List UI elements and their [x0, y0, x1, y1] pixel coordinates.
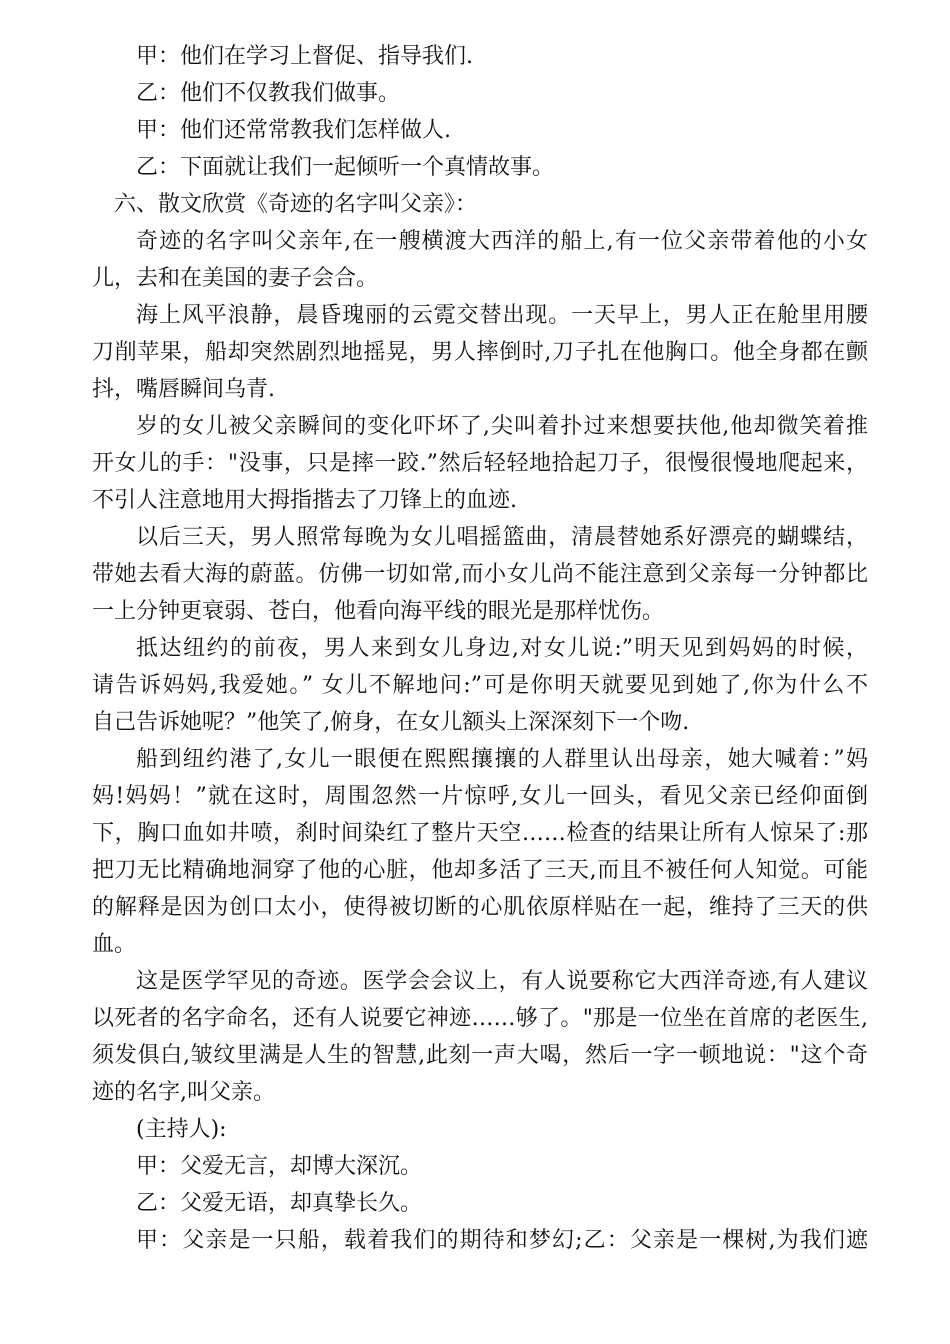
dialogue-line: 乙：下面就让我们一起倾听一个真情故事。 [136, 155, 555, 180]
dialogue-line: 甲：父亲是一只船，载着我们的期待和梦幻;乙：父亲是一棵树,为我们遮 [136, 1228, 868, 1253]
dialogue-line: (主持人): [136, 1117, 227, 1142]
paragraph-line: 妈!妈妈！”就在这时，周围忽然一片惊呼,女儿一回头，看见父亲已经仰面倒 [92, 784, 868, 809]
dialogue-line: 甲：父爱无言，却博大深沉。 [136, 1154, 423, 1179]
section-heading: 六、散文欣赏《奇迹的名字叫父亲》： [114, 192, 478, 217]
dialogue-line: 乙：父爱无语，却真挚长久。 [136, 1191, 423, 1216]
paragraph-line: 船到纽约港了,女儿一眼便在熙熙攘攘的人群里认出母亲，她大喊着：”妈 [136, 747, 868, 772]
paragraph-line: 把刀无比精确地洞穿了他的心脏，他却多活了三天,而且不被任何人知觉。可能 [92, 858, 868, 883]
paragraph-line: 不引人注意地用大拇指揩去了刀锋上的血迹. [92, 488, 517, 513]
paragraph-line: 的解释是因为创口太小，使得被切断的心肌依原样贴在一起，维持了三天的供 [92, 895, 868, 920]
paragraph-line: 以后三天，男人照常每晚为女儿唱摇篮曲，清晨替她系好漂亮的蝴蝶结， [136, 525, 868, 550]
paragraph-line: 下，胸口血如井喷，刹时间染红了整片天空……检查的结果让所有人惊呆了:那 [92, 821, 868, 846]
paragraph-line: 儿，去和在美国的妻子会合。 [92, 266, 379, 291]
paragraph-line: 这是医学罕见的奇迹。医学会会议上，有人说要称它大西洋奇迹,有人建议 [136, 969, 868, 994]
dialogue-line: 甲：他们还常常教我们怎样做人. [136, 118, 451, 143]
paragraph-line: 抵达纽约的前夜，男人来到女儿身边,对女儿说:”明天见到妈妈的时候， [136, 636, 868, 661]
dialogue-line: 甲：他们在学习上督促、指导我们. [136, 44, 473, 69]
paragraph-line: 迹的名字,叫父亲。 [92, 1080, 275, 1105]
paragraph-line: 以死者的名字命名，还有人说要它神迹……够了。"那是一位坐在首席的老医生, [92, 1006, 868, 1031]
paragraph-line: 请告诉妈妈,我爱她。” 女儿不解地问:”可是你明天就要见到她了,你为什么不 [92, 673, 868, 698]
paragraph-line: 刀削苹果，船却突然剧烈地摇晃，男人摔倒时,刀子扎在他胸口。他全身都在颤 [92, 340, 868, 365]
paragraph-line: 须发俱白,皱纹里满是人生的智慧,此刻一声大喝，然后一字一顿地说："这个奇 [92, 1043, 868, 1068]
paragraph-line: 奇迹的名字叫父亲年,在一艘横渡大西洋的船上,有一位父亲带着他的小女 [136, 229, 868, 254]
paragraph-line: 抖，嘴唇瞬间乌青. [92, 377, 275, 402]
paragraph-line: 血。 [92, 932, 137, 957]
paragraph-line: 带她去看大海的蔚蓝。仿佛一切如常,而小女儿尚不能注意到父亲每一分钟都比 [92, 562, 868, 587]
paragraph-line: 开女儿的手："没事，只是摔一跤.”然后轻轻地拾起刀子，很慢很慢地爬起来， [92, 451, 868, 476]
dialogue-line: 乙：他们不仅教我们做事。 [136, 81, 401, 106]
paragraph-line: 自己告诉她呢？”他笑了,俯身，在女儿额头上深深刻下一个吻. [92, 710, 690, 735]
paragraph-line: 岁的女儿被父亲瞬间的变化吓坏了,尖叫着扑过来想要扶他,他却微笑着推 [136, 414, 868, 439]
paragraph-line: 海上风平浪静，晨昏瑰丽的云霓交替出现。一天早上，男人正在舱里用腰 [136, 303, 868, 328]
paragraph-line: 一上分钟更衰弱、苍白，他看向海平线的眼光是那样忧伤。 [92, 599, 665, 624]
